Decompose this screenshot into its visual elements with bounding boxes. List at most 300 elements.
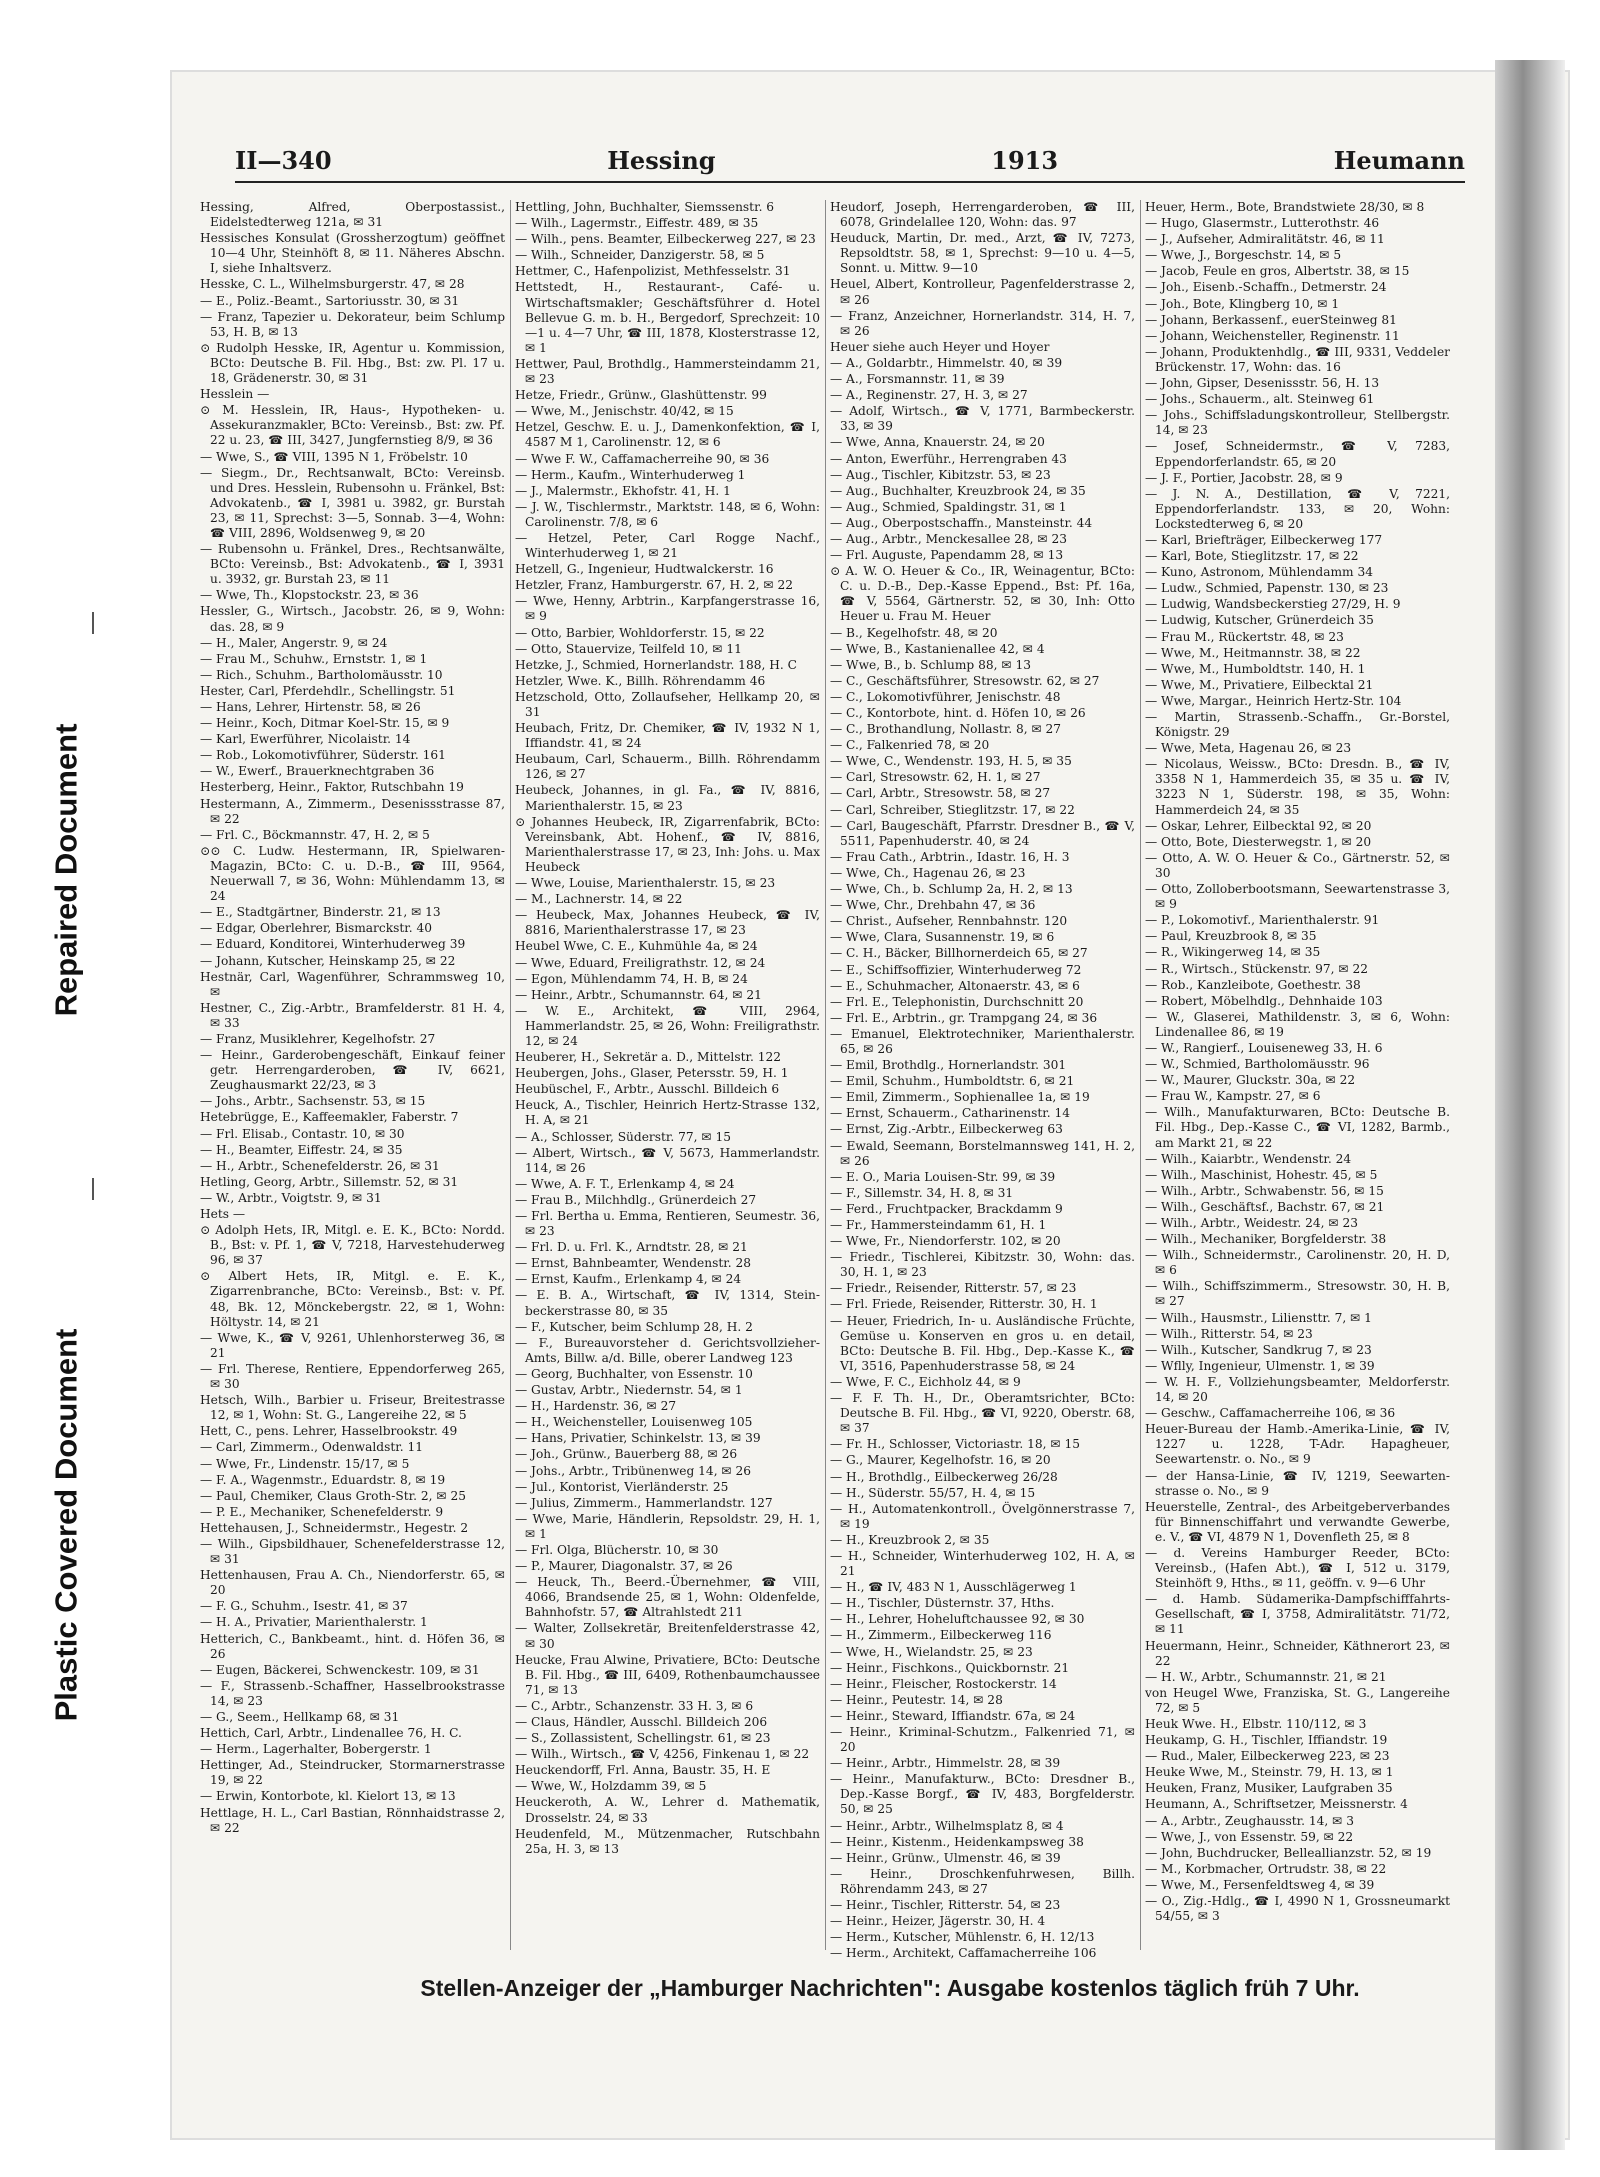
directory-entry: Heumann, A., Schriftsetzer, Meissnerstr. 4	[1145, 1797, 1408, 1812]
directory-entry: — Carl, Arbtr., Stresowstr. 58, ✉ 27	[830, 786, 1051, 801]
directory-entry: Heubach, Fritz, Dr. Chemiker, ☎ IV, 1932 N 1, Iffiandstr. 41, ✉ 24	[515, 721, 820, 751]
directory-entry: — Wwe, Louise, Marienthalerstr. 15, ✉ 23	[515, 876, 776, 891]
directory-entry: — Ernst, Kaufm., Erlenkamp 4, ✉ 24	[515, 1272, 742, 1287]
directory-entry: Heukamp, G. H., Tischler, Iffiandstr. 19	[1145, 1733, 1388, 1748]
directory-entry: — Aug., Tischler, Kibitzstr. 53, ✉ 23	[830, 467, 1051, 482]
directory-entry: — Wilh., Manufakturwaren, BCto: Deutsche B. Fil. Hbg., Dep.-Kasse C., ☎ VI, 1282, Barmb., am Markt 21, ✉ 22	[1145, 1105, 1450, 1150]
directory-entry: — Ernst, Zig.-Arbtr., Eilbeckerweg 63	[830, 1122, 1063, 1137]
directory-entry: — W., Schmied, Bartholomäusstr. 96	[1145, 1057, 1370, 1072]
directory-entry: — Karl, Bote, Stieglitzstr. 17, ✉ 22	[1145, 549, 1359, 564]
directory-entry: — Heinr., Manufakturw., BCto: Dresdner B., Dep.-Kasse Borgf., ☎ IV, 483, Borgfelderstr. 50, ✉ 25	[830, 1772, 1135, 1817]
directory-entry: — Frl. Auguste, Papendamm 28, ✉ 13	[830, 548, 1064, 563]
directory-entry: — Wwe, C., Wendenstr. 193, H. 5, ✉ 35	[830, 754, 1072, 769]
directory-entry: — Frl. D. u. Frl. K., Arndtstr. 28, ✉ 21	[515, 1240, 748, 1255]
directory-entry: — Aug., Arbtr., Menckesallee 28, ✉ 23	[830, 531, 1068, 546]
directory-entry: ⊙⊙ C. Ludw. Hestermann, IR, Spielwaren-Magazin, BCto: C. u. D.-B., ☎ III, 9564, Neuerwall 7, ✉ 36, Wohn: Mühlendamm 13, ✉ 24	[200, 843, 505, 904]
margin-tick	[92, 612, 94, 634]
directory-entry: Hestner, C., Zig.-Arbtr., Bramfelderstr. 81 H. 4, ✉ 33	[200, 1000, 505, 1030]
directory-entry: — Heinr., Fischkons., Quickbornstr. 21	[830, 1660, 1070, 1675]
directory-entry: — Rubensohn u. Fränkel, Dres., Rechtsanwälte, BCto: Vereinsb., Bst: Advokatenb., ☎ I, 3931 u. 3932, gr. Burstah 23, ✉ 11	[200, 542, 505, 587]
directory-entry: — Wwe, F. C., Eichholz 44, ✉ 9	[830, 1374, 1021, 1389]
directory-entry: — J. N. A., Destillation, ☎ V, 7221, Eppendorferlandstr. 133, ✉ 20, Wohn: Lockstedterweg 6, ✉ 20	[1145, 486, 1450, 531]
directory-entry: — Oskar, Lehrer, Eilbecktal 92, ✉ 20	[1145, 818, 1372, 833]
directory-entry: Heubel Wwe, C. E., Kuhmühle 4a, ✉ 24	[515, 939, 758, 954]
directory-entry: — F., Kutscher, beim Schlump 28, H. 2	[515, 1319, 753, 1334]
directory-column-2	[515, 200, 820, 1950]
directory-entry: — Wilh., Maschinist, Hohestr. 45, ✉ 5	[1145, 1167, 1378, 1182]
directory-entry: — Wilh., Arbtr., Schwabenstr. 56, ✉ 15	[1145, 1183, 1384, 1198]
directory-entry: Heubaum, Carl, Schauerm., Billh. Röhrendamm 126, ✉ 27	[515, 752, 820, 782]
directory-entry: — E. B. A., Wirtschaft, ☎ IV, 1314, Steinbeckerstrasse 80, ✉ 35	[515, 1288, 820, 1318]
directory-entry: — H., Zimmerm., Eilbeckerweg 116	[830, 1628, 1052, 1643]
directory-entry: — Heinr., Grünw., Ulmenstr. 46, ✉ 39	[830, 1850, 1061, 1865]
directory-entry: — Edgar, Oberlehrer, Bismarckstr. 40	[200, 921, 432, 936]
directory-entry: — H., Arbtr., Schenefelderstr. 26, ✉ 31	[200, 1158, 440, 1173]
directory-entry: — Wwe, W., Holzdamm 39, ✉ 5	[515, 1779, 707, 1794]
directory-entry: Heudorf, Joseph, Herrengarderoben, ☎ III, 6078, Grindelallee 120, Wohn: das. 97	[830, 200, 1135, 230]
directory-entry: — Wwe, Meta, Hagenau 26, ✉ 23	[1145, 741, 1352, 756]
directory-entry: — Carl, Stresowstr. 62, H. 1, ✉ 27	[830, 770, 1041, 785]
directory-entry: — H. W., Arbtr., Schumannstr. 21, ✉ 21	[1145, 1669, 1387, 1684]
directory-entry: — Herm., Kaufm., Winterhuderweg 1	[515, 467, 746, 482]
directory-entry: Heubergen, Johs., Glaser, Petersstr. 59, H. 1	[515, 1066, 789, 1081]
directory-entry: Hets —	[200, 1207, 246, 1221]
directory-entry: — F., Strassenb.-Schaffner, Hasselbrookstrasse 14, ✉ 23	[200, 1678, 505, 1708]
directory-entry: — Heinr., Steward, Iffiandstr. 67a, ✉ 24	[830, 1708, 1076, 1723]
directory-entry: Hetling, Georg, Arbtr., Sillemstr. 52, ✉ 31	[200, 1174, 459, 1189]
directory-entry: — Wwe, M., Fersenfeldtsweg 4, ✉ 39	[1145, 1877, 1375, 1892]
directory-entry: Hessing, Alfred, Oberpostassist., Eidelstedterweg 121a, ✉ 31	[200, 200, 505, 230]
directory-entry: Hesslein —	[200, 387, 270, 402]
directory-entry: Hesske, C. L., Wilhelmsburgerstr. 47, ✉ 28	[200, 277, 465, 292]
directory-entry: — Aug., Schmied, Spaldingstr. 31, ✉ 1	[830, 499, 1067, 514]
margin-tick	[92, 1178, 94, 1200]
directory-entry: — Heinr., Droschkenfuhrwesen, Billh. Röhrendamm 243, ✉ 27	[830, 1866, 1135, 1896]
directory-entry: Heubeck, Johannes, in gl. Fa., ☎ IV, 8816, Marienthalerstr. 15, ✉ 23	[515, 783, 820, 813]
directory-entry: Hetze, Friedr., Grünw., Glashüttenstr. 99	[515, 388, 767, 403]
directory-entry: — Heinr., Heizer, Jägerstr. 30, H. 4	[830, 1914, 1046, 1929]
directory-entry: — Herm., Kutscher, Mühlenstr. 6, H. 12/13	[830, 1930, 1095, 1945]
directory-entry: — M., Lachnerstr. 14, ✉ 22	[515, 892, 683, 907]
directory-entry: — Jacob, Feule en gros, Albertstr. 38, ✉ 15	[1145, 264, 1410, 279]
directory-entry: Hetzler, Franz, Hamburgerstr. 67, H. 2, ✉ 22	[515, 578, 793, 593]
directory-entry: — Johann, Berkassenf., euerSteinweg 81	[1145, 312, 1397, 327]
directory-entry: Hetzke, J., Schmied, Hornerlandstr. 188, H. C	[515, 657, 797, 672]
directory-entry: — W., Maurer, Gluckstr. 30a, ✉ 22	[1145, 1073, 1356, 1088]
directory-entry: — G., Maurer, Kegelhofstr. 16, ✉ 20	[830, 1453, 1051, 1468]
directory-entry: Hettinger, Ad., Steindrucker, Stormarnerstrasse 19, ✉ 22	[200, 1758, 505, 1788]
directory-entry: — Kuno, Astronom, Mühlendamm 34	[1145, 565, 1373, 580]
directory-entry: Hetzschold, Otto, Zollaufseher, Hellkamp 20, ✉ 31	[515, 689, 820, 719]
directory-entry: — Wwe, B., b. Schlump 88, ✉ 13	[830, 657, 1031, 672]
directory-entry: — Jul., Kontorist, Vierländerstr. 25	[515, 1479, 729, 1494]
directory-entry: — Wwe, Fr., Lindenstr. 15/17, ✉ 5	[200, 1456, 410, 1471]
directory-entry: — Ernst, Schauerm., Catharinenstr. 14	[830, 1106, 1071, 1121]
directory-entry: — H., Brothdlg., Eilbeckerweg 26/28	[830, 1469, 1058, 1484]
directory-entry: — C., Geschäftsführer, Stresowstr. 62, ✉ 27	[830, 673, 1100, 688]
directory-entry: — Heuer, Friedrich, In- u. Ausländische Früchte, Gemüse u. Konserven en gros u. en detail, BCto: Deutsche B. Fil. Hbg., Dep.-Kasse K., ☎ VI, 3516, Papenhuderstrasse 58, ✉ 24	[830, 1313, 1135, 1373]
directory-entry: ⊙ A. W. O. Heuer & Co., IR, Weinagentur, BCto: C. u. D.-B., Dep.-Kasse Eppend., Bst: Pf. 16a, ☎ V, 5564, Gärtnerstr. 52, ✉ 30, Inh: Otto Heuer u. Frau M. Heuer	[830, 564, 1135, 624]
directory-entry: — O., Zig.-Hdlg., ☎ I, 4990 N 1, Grossneumarkt 54/55, ✉ 3	[1145, 1894, 1450, 1924]
directory-entry: Heudenfeld, M., Mützenmacher, Rutschbahn 25a, H. 3, ✉ 13	[515, 1826, 820, 1856]
directory-entry: — G., Seem., Hellkamp 68, ✉ 31	[200, 1710, 400, 1724]
directory-entry: ⊙ M. Hesslein, IR, Haus-, Hypotheken- u. Assekuranzmakler, BCto: Vereinsb., Bst: zw. Pf. 22 u. 23, ☎ III, 3427, Jungfernstieg 8/9, ✉ 36	[200, 403, 505, 448]
directory-entry: — H. A., Privatier, Marienthalerstr. 1	[200, 1615, 428, 1630]
directory-entry: — Wwe, K., ☎ V, 9261, Uhlenhorsterweg 36, ✉ 21	[200, 1330, 505, 1360]
directory-entry: Heuke Wwe, M., Steinstr. 79, H. 13, ✉ 1	[1145, 1765, 1394, 1780]
directory-entry: — Frau W., Kampstr. 27, ✉ 6	[1145, 1089, 1321, 1104]
directory-entry: — C., Brothandlung, Nollastr. 8, ✉ 27	[830, 722, 1062, 737]
directory-entry: — der Hansa-Linie, ☎ IV, 1219, Seewartenstrasse o. No., ✉ 9	[1145, 1468, 1450, 1498]
directory-entry: — F. G., Schuhm., Isestr. 41, ✉ 37	[200, 1599, 408, 1614]
directory-entry: Hestnär, Carl, Wagenführer, Schrammsweg 10, ✉	[200, 969, 505, 999]
directory-entry: — Erwin, Kontorbote, kl. Kielort 13, ✉ 13	[200, 1789, 456, 1804]
directory-column-4	[1145, 200, 1450, 1950]
directory-entry: — E. O., Maria Louisen-Str. 99, ✉ 39	[830, 1169, 1056, 1184]
directory-entry: — J. W., Tischlermstr., Marktstr. 148, ✉ 6, Wohn: Carolinenstr. 7/8, ✉ 6	[515, 499, 820, 529]
directory-entry: — Heinr., Arbtr., Schumannstr. 64, ✉ 21	[515, 987, 762, 1002]
directory-entry: — Hans, Privatier, Schinkelstr. 13, ✉ 39	[515, 1431, 761, 1446]
directory-entry: — A., Arbtr., Zeughausstr. 14, ✉ 3	[1145, 1813, 1354, 1828]
directory-entry: — Wwe, Ch., Hagenau 26, ✉ 23	[830, 865, 1026, 880]
directory-entry: — Wilh., Lagermstr., Eiffestr. 489, ✉ 35	[515, 216, 759, 231]
directory-entry: — Otto, Zolloberbootsmann, Seewartenstrasse 3, ✉ 9	[1145, 882, 1450, 912]
directory-entry: — Frau B., Milchhdlg., Grünerdeich 27	[515, 1192, 757, 1207]
directory-entry: Hettmer, C., Hafenpolizist, Methfesselstr. 31	[515, 264, 791, 279]
directory-entry: Hesterberg, Heinr., Faktor, Rutschbahn 19	[200, 780, 464, 795]
directory-entry: — Heinr., Peutestr. 14, ✉ 28	[830, 1692, 1003, 1707]
directory-entry: — Nicolaus, Weissw., BCto: Dresdn. B., ☎ IV, 3358 N 1, Hammerdeich 35, ✉ 35 u. ☎ IV, 3223 N 1, Süderstr. 198, ✉ 35, Wohn: Hammerdeich 24, ✉ 35	[1145, 757, 1450, 817]
directory-entry: — Wilh., pens. Beamter, Eilbeckerweg 227, ✉ 23	[515, 232, 816, 247]
directory-entry: — Wwe, Eduard, Freiligrathstr. 12, ✉ 24	[515, 955, 766, 970]
directory-entry: — P., Lokomotivf., Marienthalerstr. 91	[1145, 913, 1380, 928]
directory-entry: — A., Schlosser, Süderstr. 77, ✉ 15	[515, 1129, 731, 1144]
directory-entry: — Hetzel, Peter, Carl Rogge Nachf., Winterhuderweg 1, ✉ 21	[515, 530, 820, 561]
directory-entry: — J., Aufseher, Admiralitätstr. 46, ✉ 11	[1145, 232, 1385, 247]
directory-entry: — Emil, Zimmerm., Sophienallee 1a, ✉ 19	[830, 1090, 1090, 1105]
directory-entry: Heuckeroth, A. W., Lehrer d. Mathematik, Drosselstr. 24, ✉ 33	[515, 1795, 820, 1825]
directory-entry: — Siegm., Dr., Rechtsanwalt, BCto: Vereinsb. und Dres. Hesslein, Rubensohn u. Fränkel, Bst: Advokatenb., ☎ I, 3981 u. 3982, gr. Burstah 23, ✉ 11, Sprechst: 3—5, Sonnab. 3—4, Wohn: ☎ VIII, 2896, Woldsenweg 9, ✉ 20	[200, 465, 505, 540]
directory-entry: — H., Kreuzbrook 2, ✉ 35	[830, 1532, 990, 1547]
directory-entry: — Wwe, S., ☎ VIII, 1395 N 1, Fröbelstr. 10	[200, 449, 468, 464]
directory-entry: von Heugel Wwe, Franziska, St. G., Langereihe 72, ✉ 5	[1145, 1685, 1450, 1715]
footer-advert: Stellen-Anzeiger der „Hamburger Nachrichten": Ausgabe kostenlos täglich früh 7 Uhr.	[420, 1975, 1360, 2001]
directory-entry: — C., Arbtr., Schanzenstr. 33 H. 3, ✉ 6	[515, 1698, 754, 1713]
directory-entry: Hetzel, Geschw. E. u. J., Damenkonfektion, ☎ I, 4587 M 1, Carolinenstr. 12, ✉ 6	[515, 420, 820, 450]
directory-entry: — Rud., Maler, Eilbeckerweg 223, ✉ 23	[1145, 1749, 1390, 1764]
directory-entry: — Wilh., Schiffszimmerm., Stresowstr. 30, H. B, ✉ 27	[1145, 1279, 1450, 1309]
directory-entry: Hettwer, Paul, Brothdlg., Hammersteindamm 21, ✉ 23	[515, 356, 820, 387]
directory-entry: — Wwe, Anna, Knauerstr. 24, ✉ 20	[830, 435, 1045, 450]
directory-entry: Heuermann, Heinr., Schneider, Käthnerort 23, ✉ 22	[1145, 1638, 1450, 1668]
directory-entry: — Fr., Hammersteindamm 61, H. 1	[830, 1218, 1047, 1232]
directory-entry: — H., Schneider, Winterhuderweg 102, H. A, ✉ 21	[830, 1548, 1135, 1579]
directory-entry: — Wwe, M., Privatiere, Eilbecktal 21	[1145, 677, 1374, 692]
directory-entry: — Wilh., Schneidermstr., Carolinenstr. 20, H. D, ✉ 6	[1145, 1248, 1450, 1278]
directory-entry: — Frl. Friede, Reisender, Ritterstr. 30, H. 1	[830, 1297, 1098, 1312]
directory-entry: — Wwe, B., Kastanienallee 42, ✉ 4	[830, 641, 1045, 656]
directory-entry: — Friedr., Reisender, Ritterstr. 57, ✉ 23	[830, 1281, 1077, 1296]
directory-entry: Hettich, Carl, Arbtr., Lindenallee 76, H. C.	[200, 1726, 462, 1741]
directory-entry: — Wilh., Arbtr., Weidestr. 24, ✉ 23	[1145, 1216, 1358, 1230]
directory-entry: — P., Maurer, Diagonalstr. 37, ✉ 26	[515, 1559, 733, 1574]
directory-entry: — C., Kontorbote, hint. d. Höfen 10, ✉ 26	[830, 706, 1086, 720]
directory-entry: — Heubeck, Max, Johannes Heubeck, ☎ IV, 8816, Marienthalerstrasse 17, ✉ 23	[515, 908, 820, 938]
directory-entry: — Geschw., Caffamacherreihe 106, ✉ 36	[1145, 1406, 1396, 1421]
directory-entry: — A., Reginenstr. 27, H. 3, ✉ 27	[830, 388, 1028, 403]
directory-entry: — R., Wikingerweg 14, ✉ 35	[1145, 945, 1321, 960]
directory-entry: — Heinr., Koch, Ditmar Koel-Str. 15, ✉ 9	[200, 716, 450, 731]
directory-entry: — Herm., Architekt, Caffamacherreihe 106	[830, 1946, 1097, 1961]
directory-entry: — Karl, Ewerführer, Nicolaistr. 14	[200, 732, 411, 747]
directory-entry: — Wwe, M., Heitmannstr. 38, ✉ 22	[1145, 645, 1361, 660]
directory-entry: — Johs., Arbtr., Sachsenstr. 53, ✉ 15	[200, 1094, 426, 1109]
directory-entry: — A., Forsmannstr. 11, ✉ 39	[830, 372, 1005, 387]
directory-entry: — Heuck, Th., Beerd.-Übernehmer, ☎ VIII, 4066, Brandsende 25, ✉ 1, Wohn: Oldenfelde, Bahnhofstr. 57, ☎ Altrahlstedt 211	[515, 1575, 820, 1620]
directory-entry: — Claus, Händler, Ausschl. Billdeich 206	[515, 1715, 768, 1729]
directory-entry: — J. F., Portier, Jacobstr. 28, ✉ 9	[1145, 470, 1343, 485]
directory-entry: — Wwe, Margar., Heinrich Hertz-Str. 104	[1145, 693, 1402, 708]
directory-entry: — Frl. E., Arbtrin., gr. Trampgang 24, ✉ 36	[830, 1010, 1098, 1025]
directory-entry: — Georg, Buchhalter, von Essenstr. 10	[515, 1366, 753, 1381]
directory-entry: — Hugo, Glasermstr., Lutterothstr. 46	[1145, 216, 1380, 231]
directory-entry: — Eduard, Konditorei, Winterhuderweg 39	[200, 937, 466, 952]
directory-entry: Heuberer, H., Sekretär a. D., Mittelstr. 122	[515, 1050, 781, 1065]
directory-entry: — H., Tischler, Düsternstr. 37, Hths.	[830, 1596, 1055, 1611]
directory-entry: — Frl. Olga, Blücherstr. 10, ✉ 30	[515, 1542, 719, 1557]
directory-entry: ⊙ Adolph Hets, IR, Mitgl. e. E. K., BCto: Nordd. B., Bst: v. Pf. 1, ☎ V, 7218, Harvestehuderweg 96, ✉ 37	[200, 1223, 505, 1268]
directory-entry: — Wwe, M., Jenischstr. 40/42, ✉ 15	[515, 404, 734, 419]
directory-entry: Hester, Carl, Pferdehdlr., Schellingstr. 51	[200, 683, 456, 698]
directory-entry: — W., Rangierf., Louiseneweg 33, H. 6	[1145, 1040, 1383, 1055]
directory-entry: — Johann, Kutscher, Heinskamp 25, ✉ 22	[200, 953, 456, 968]
directory-entry: Heuduck, Martin, Dr. med., Arzt, ☎ IV, 7273, Repsoldtstr. 58, ✉ 1, Sprechst: 9—10 u. 4—5, Sonnt. u. Mittw. 9—10	[830, 231, 1135, 276]
directory-entry: Heuerstelle, Zentral-, des Arbeitgeberverbandes für Binnenschiffahrt und verwandte Gewerbe, e. V., ☎ VI, 4879 N 1, Dovenfleth 25, ✉ 8	[1145, 1499, 1450, 1544]
directory-entry: — Wilh., Kaiarbtr., Wendenstr. 24	[1145, 1151, 1352, 1166]
directory-entry: — Albert, Wirtsch., ☎ V, 5673, Hammerlandstr. 114, ✉ 26	[515, 1145, 820, 1175]
directory-entry: — d. Hamb. Südamerika-Dampfschifffahrts-Gesellschaft, ☎ I, 3758, Admiralitätstr. 71/72, ✉ 11	[1145, 1592, 1450, 1637]
directory-column-3	[830, 200, 1135, 1961]
directory-entry: — Wwe, Fr., Niendorferstr. 102, ✉ 20	[830, 1234, 1061, 1249]
directory-entry: Hettstedt, H., Restaurant-, Café- u. Wirtschaftsmakler; Geschäftsführer d. Hotel Bellevue G. m. b. H., Bergedorf, Sprechzeit: 10—1 u. 4—7 Uhr, ☎ III, 1878, Klosterstrasse 12, ✉ 1	[515, 280, 820, 355]
directory-entry: — Otto, A. W. O. Heuer & Co., Gärtnerstr. 52, ✉ 30	[1145, 850, 1450, 880]
directory-entry: — W. H. F., Vollziehungsbeamter, Meldorferstr. 14, ✉ 20	[1145, 1374, 1450, 1405]
directory-entry: — H., Weichensteller, Louisenweg 105	[515, 1415, 753, 1430]
directory-entry: — Paul, Chemiker, Claus Groth-Str. 2, ✉ 25	[200, 1488, 466, 1503]
directory-entry: Heubüschel, F., Arbtr., Ausschl. Billdeich 6	[515, 1082, 780, 1097]
directory-entry: — Franz, Anzeichner, Hornerlandstr. 314, H. 7, ✉ 26	[830, 308, 1135, 338]
directory-entry: — Rich., Schuhm., Bartholomäusstr. 10	[200, 667, 443, 682]
page-header	[235, 135, 1465, 183]
directory-entry: — Julius, Zimmerm., Hammerlandstr. 127	[515, 1495, 773, 1510]
page-edge	[1495, 60, 1565, 2150]
plastic-covered-label: Plastic Covered Document	[48, 1328, 84, 1722]
directory-entry: — Johann, Produktenhdlg., ☎ III, 9331, Veddeler Brückenstr. 17, Wohn: das. 16	[1145, 344, 1450, 374]
directory-entry: — Johs., Schauerm., alt. Steinweg 61	[1145, 392, 1375, 407]
directory-entry: — H., Lehrer, Hoheluftchaussee 92, ✉ 30	[830, 1612, 1085, 1627]
directory-entry: — Heinr., Tischler, Ritterstr. 54, ✉ 23	[830, 1898, 1061, 1913]
directory-entry: — Emil, Schuhm., Humboldtstr. 6, ✉ 21	[830, 1074, 1075, 1089]
directory-entry: — Carl, Zimmerm., Odenwaldstr. 11	[200, 1440, 423, 1455]
directory-entry: Heuer-Bureau der Hamb.-Amerika-Linie, ☎ IV, 1227 u. 1228, T-Adr. Hapagheuer, Seewartenstr. o. No., ✉ 9	[1145, 1422, 1450, 1467]
column-divider	[1140, 200, 1141, 1950]
directory-entry: — W., Arbtr., Voigtstr. 9, ✉ 31	[200, 1190, 382, 1205]
header-year: 1913	[991, 146, 1059, 175]
directory-entry: — Frl. Elisab., Contastr. 10, ✉ 30	[200, 1126, 405, 1141]
directory-entry: ⊙ Albert Hets, IR, Mitgl. e. E. K., Zigarrenbranche, BCto: Vereinsb., Bst: v. Pf. 48, Bk. 12, Mönckebergstr. 22, ✉ 1, Wohn: Höltystr. 14, ✉ 21	[200, 1269, 505, 1329]
directory-entry: Hettehausen, J., Schneidermstr., Hegestr. 2	[200, 1520, 469, 1535]
directory-entry: — John, Gipser, Desenissstr. 56, H. 13	[1145, 376, 1380, 391]
directory-entry: — Aug., Oberpostschaffn., Mansteinstr. 44	[830, 515, 1093, 530]
directory-entry: — Johann, Weichensteller, Reginenstr. 11	[1145, 328, 1400, 343]
directory-entry: — Josef, Schneidermstr., ☎ V, 7283, Eppendorferlandstr. 65, ✉ 20	[1145, 439, 1450, 469]
directory-entry: — H., Automatenkontroll., Övelgönnerstrasse 7, ✉ 19	[830, 1501, 1135, 1531]
directory-entry: — Wilh., Ritterstr. 54, ✉ 23	[1145, 1326, 1313, 1341]
directory-entry: — Wwe, Ch., b. Schlump 2a, H. 2, ✉ 13	[830, 882, 1073, 897]
directory-entry: — d. Vereins Hamburger Reeder, BCto: Vereinsb., (Hafen Abt.), ☎ I, 512 u. 3179, Steinhöft 9, Hths., ✉ 11, geöffn. v. 9—6 Uhr	[1145, 1545, 1450, 1591]
directory-entry: — R., Wirtsch., Stückenstr. 97, ✉ 22	[1145, 961, 1368, 976]
directory-entry: — Emil, Brothdlg., Hornerlandstr. 301	[830, 1058, 1067, 1073]
directory-entry: — Heinr., Fleischer, Rostockerstr. 14	[830, 1676, 1057, 1691]
directory-entry: — Karl, Briefträger, Eilbeckerweg 177	[1145, 532, 1383, 547]
directory-entry: Heuck, A., Tischler, Heinrich Hertz-Strasse 132, H. A, ✉ 21	[515, 1098, 820, 1128]
directory-column-1	[200, 200, 505, 1950]
directory-entry: — John, Buchdrucker, Belleallianzstr. 52, ✉ 19	[1145, 1845, 1432, 1860]
directory-entry: — Johs., Arbtr., Tribünenweg 14, ✉ 26	[515, 1463, 752, 1478]
directory-entry: — Ewald, Seemann, Borstelmannsweg 141, H. 2, ✉ 26	[830, 1138, 1135, 1168]
directory-entry: — H., ☎ IV, 483 N 1, Ausschlägerweg 1	[830, 1580, 1077, 1595]
directory-entry: Hett, C., pens. Lehrer, Hasselbrookstr. 49	[200, 1424, 458, 1439]
directory-entry: Hettenhausen, Frau A. Ch., Niendorferstr. 65, ✉ 20	[200, 1568, 505, 1598]
directory-entry: — Frl. E., Telephonistin, Durchschnitt 20	[830, 994, 1084, 1009]
directory-entry: — Joh., Grünw., Bauerberg 88, ✉ 26	[515, 1447, 738, 1462]
directory-entry: Hetsch, Wilh., Barbier u. Friseur, Breitestrasse 12, ✉ 1, Wohn: St. G., Langereihe 22, ✉ 5	[200, 1393, 505, 1423]
directory-entry: — Joh., Eisenb.-Schaffn., Detmerstr. 24	[1145, 280, 1387, 295]
directory-entry: — Franz, Tapezier u. Dekorateur, beim Schlump 53, H. B, ✉ 13	[200, 309, 505, 339]
directory-entry: — E., Schuhmacher, Altonaerstr. 43, ✉ 6	[830, 978, 1080, 993]
directory-entry: — Wwe F. W., Caffamacherreihe 90, ✉ 36	[515, 451, 770, 466]
directory-entry: Heuer, Herm., Bote, Brandstwiete 28/30, ✉ 8	[1145, 200, 1425, 214]
directory-entry: — Emanuel, Elektrotechniker, Marienthalerstr. 65, ✉ 26	[830, 1026, 1135, 1056]
directory-entry: — Heinr., Arbtr., Himmelstr. 28, ✉ 39	[830, 1756, 1061, 1771]
directory-entry: — Eugen, Bäckerei, Schwenckestr. 109, ✉ 31	[200, 1662, 480, 1677]
repaired-document-label: Repaired Document	[48, 723, 83, 1017]
directory-entry: Hetzler, Wwe. K., Billh. Röhrendamm 46	[515, 673, 766, 688]
directory-entry: — Aug., Buchhalter, Kreuzbrook 24, ✉ 35	[830, 483, 1086, 498]
directory-entry: — F. F. Th. H., Dr., Oberamtsrichter, BCto: Deutsche B. Fil. Hbg., ☎ VI, 9220, Oberstr. 68, ✉ 37	[830, 1391, 1135, 1436]
directory-entry: — Hans, Lehrer, Hirtenstr. 58, ✉ 26	[200, 700, 421, 714]
directory-entry: — W., Ewerf., Brauerknechtgraben 36	[200, 764, 435, 779]
directory-entry: — Ernst, Bahnbeamter, Wendenstr. 28	[515, 1256, 751, 1271]
directory-entry: — Egon, Mühlendamm 74, H. B, ✉ 24	[515, 971, 748, 986]
directory-entry: — Wflly, Ingenieur, Ulmenstr. 1, ✉ 39	[1145, 1358, 1375, 1373]
directory-entry: — Wilh., Gipsbildhauer, Schenefelderstrasse 12, ✉ 31	[200, 1536, 505, 1567]
directory-entry: — Otto, Bote, Diesterwegstr. 1, ✉ 20	[1145, 834, 1372, 849]
directory-entry: — A., Goldarbtr., Himmelstr. 40, ✉ 39	[830, 355, 1063, 370]
directory-entry: Hessler, G., Wirtsch., Jacobstr. 26, ✉ 9, Wohn: das. 28, ✉ 9	[200, 604, 505, 634]
directory-entry: — E., Schiffsoffizier, Winterhuderweg 72	[830, 962, 1082, 977]
directory-entry: — H., Hardenstr. 36, ✉ 27	[515, 1399, 677, 1414]
directory-entry: — Wwe, Clara, Susannenstr. 19, ✉ 6	[830, 930, 1055, 945]
directory-entry: — Wwe, Marie, Händlerin, Repsoldstr. 29, H. 1, ✉ 1	[515, 1511, 820, 1541]
directory-entry: Hettling, John, Buchhalter, Siemssenstr. 6	[515, 200, 775, 214]
directory-entry: — M., Korbmacher, Ortrudstr. 38, ✉ 22	[1145, 1861, 1387, 1876]
directory-entry: — P. E., Mechaniker, Schenefelderstr. 9	[200, 1504, 444, 1519]
directory-entry: — Wwe, A. F. T., Erlenkamp 4, ✉ 24	[515, 1176, 735, 1191]
directory-entry: — J., Malermstr., Ekhofstr. 41, H. 1	[515, 483, 731, 498]
directory-entry: — Ferd., Fruchtpacker, Brackdamm 9	[830, 1201, 1063, 1216]
directory-entry: Heucke, Frau Alwine, Privatiere, BCto: Deutsche B. Fil. Hbg., ☎ III, 6409, Rothenbaumchaussee 71, ✉ 13	[515, 1652, 820, 1697]
directory-entry: — W. E., Architekt, ☎ VIII, 2964, Hammerlandstr. 25, ✉ 26, Wohn: Freiligrathstr. 12, ✉ 24	[515, 1003, 820, 1048]
header-left-name: Hessing	[607, 146, 716, 175]
directory-entry: — H., Maler, Angerstr. 9, ✉ 24	[200, 635, 388, 650]
directory-entry: — Wilh., Schneider, Danzigerstr. 58, ✉ 5	[515, 248, 765, 263]
directory-entry: Heuken, Franz, Musiker, Laufgraben 35	[1145, 1781, 1393, 1796]
directory-entry: — Frau M., Schuhw., Ernststr. 1, ✉ 1	[200, 651, 428, 666]
column-divider	[510, 200, 511, 1950]
directory-entry: — Wwe, Henny, Arbtrin., Karpfangerstrasse 16, ✉ 9	[515, 594, 820, 624]
column-divider	[825, 200, 826, 1950]
directory-entry: Heuel, Albert, Kontrolleur, Pagenfelderstrasse 2, ✉ 26	[830, 277, 1135, 307]
directory-entry: — C., Lokomotivführer, Jenischstr. 48	[830, 689, 1061, 704]
directory-entry: Heuckendorff, Frl. Anna, Baustr. 35, H. E	[515, 1763, 771, 1778]
directory-entry: — Ludwig, Wandsbeckerstieg 27/29, H. 9	[1145, 597, 1401, 612]
directory-entry: — E., Stadtgärtner, Binderstr. 21, ✉ 13	[200, 905, 441, 920]
directory-entry: ⊙ Johannes Heubeck, IR, Zigarrenfabrik, BCto: Vereinsbank, Abt. Hohenf., ☎ IV, 8816, Marienthalerstrasse 17, ✉ 23, Inh: Johs. u. Max Heubeck	[515, 814, 820, 874]
directory-entry: Heuk Wwe. H., Elbstr. 110/112, ✉ 3	[1145, 1717, 1367, 1731]
directory-entry: — Walter, Zollsekretär, Breitenfelderstrasse 42, ✉ 30	[515, 1621, 820, 1651]
directory-entry: — Frau M., Rückertstr. 48, ✉ 23	[1145, 629, 1344, 644]
directory-entry: — Wwe, Chr., Drehbahn 47, ✉ 36	[830, 898, 1036, 913]
directory-entry: — Martin, Strassenb.-Schaffn., Gr.-Borstel, Königstr. 29	[1145, 710, 1450, 740]
directory-entry: — Adolf, Wirtsch., ☎ V, 1771, Barmbeckerstr. 33, ✉ 39	[830, 404, 1135, 434]
directory-entry: — Frau Cath., Arbtrin., Idastr. 16, H. 3	[830, 849, 1070, 864]
directory-entry: — Wwe, H., Wielandstr. 25, ✉ 23	[830, 1644, 1033, 1659]
directory-entry: — W., Glaserei, Mathildenstr. 3, ✉ 6, Wohn: Lindenallee 86, ✉ 19	[1145, 1009, 1450, 1039]
directory-entry: Hettlage, H. L., Carl Bastian, Rönnhaidstrasse 2, ✉ 22	[200, 1805, 505, 1835]
directory-entry: — Wwe, J., von Essenstr. 59, ✉ 22	[1145, 1829, 1354, 1844]
directory-entry: — Joh., Bote, Klingberg 10, ✉ 1	[1145, 296, 1340, 311]
directory-entry: — Robert, Möbelhdlg., Dehnhaide 103	[1145, 993, 1383, 1008]
directory-entry: — Gustav, Arbtr., Niedernstr. 54, ✉ 1	[515, 1383, 743, 1398]
directory-entry: — Wilh., Hausmstr., Liliensttr. 7, ✉ 1	[1145, 1310, 1372, 1325]
directory-entry: — F. A., Wagenmstr., Eduardstr. 8, ✉ 19	[200, 1472, 446, 1487]
directory-entry: — Wilh., Wirtsch., ☎ V, 4256, Finkenau 1, ✉ 22	[515, 1747, 810, 1762]
directory-entry: — Ludw., Schmied, Papenstr. 130, ✉ 23	[1145, 581, 1389, 596]
directory-entry: — Frl. Therese, Rentiere, Eppendorferweg 265, ✉ 30	[200, 1361, 505, 1392]
directory-entry: — S., Zollassistent, Schellingstr. 61, ✉ 23	[515, 1731, 771, 1746]
directory-entry: Hetzell, G., Ingenieur, Hudtwalckerstr. 16	[515, 562, 774, 577]
directory-entry: — Heinr., Kistenm., Heidenkampsweg 38	[830, 1834, 1084, 1849]
directory-entry: — B., Kegelhofstr. 48, ✉ 20	[830, 625, 998, 640]
directory-entry: — H., Süderstr. 55/57, H. 4, ✉ 15	[830, 1485, 1036, 1500]
directory-entry: — Anton, Ewerführ., Herrengraben 43	[830, 451, 1067, 466]
directory-entry: — C., Falkenried 78, ✉ 20	[830, 738, 990, 753]
directory-entry: Hestermann, A., Zimmerm., Desenissstrasse 87, ✉ 22	[200, 796, 505, 826]
directory-entry: — E., Poliz.-Beamt., Sartoriusstr. 30, ✉ 31	[200, 293, 460, 308]
directory-entry: — Carl, Baugeschäft, Pfarrstr. Dresdner B., ☎ V, 5511, Papenhuderstr. 40, ✉ 24	[830, 818, 1135, 848]
directory-entry: — Herm., Lagerhalter, Bobergerstr. 1	[200, 1742, 432, 1757]
directory-entry: — Johs., Schiffsladungskontrolleur, Stellbergstr. 14, ✉ 23	[1145, 408, 1450, 438]
directory-entry: — Wilh., Kutscher, Sandkrug 7, ✉ 23	[1145, 1342, 1372, 1357]
directory-entry: — Friedr., Tischlerei, Kibitzstr. 30, Wohn: das. 30, H. 1, ✉ 23	[830, 1250, 1135, 1280]
directory-entry: — Heinr., Arbtr., Wilhelmsplatz 8, ✉ 4	[830, 1818, 1064, 1833]
directory-entry: Hessisches Konsulat (Grossherzogtum) geöffnet 10—4 Uhr, Steinhöft 8, ✉ 11. Näheres Abschn. I, siehe Inhaltsverz.	[200, 231, 505, 276]
directory-entry: — C. H., Bäcker, Billhornerdeich 65, ✉ 27	[830, 946, 1088, 961]
directory-entry: — Wwe, Th., Klopstockstr. 23, ✉ 36	[200, 588, 419, 603]
directory-entry: — Carl, Schreiber, Stieglitzstr. 17, ✉ 22	[830, 802, 1075, 817]
header-right-name: Heumann	[1333, 146, 1465, 175]
